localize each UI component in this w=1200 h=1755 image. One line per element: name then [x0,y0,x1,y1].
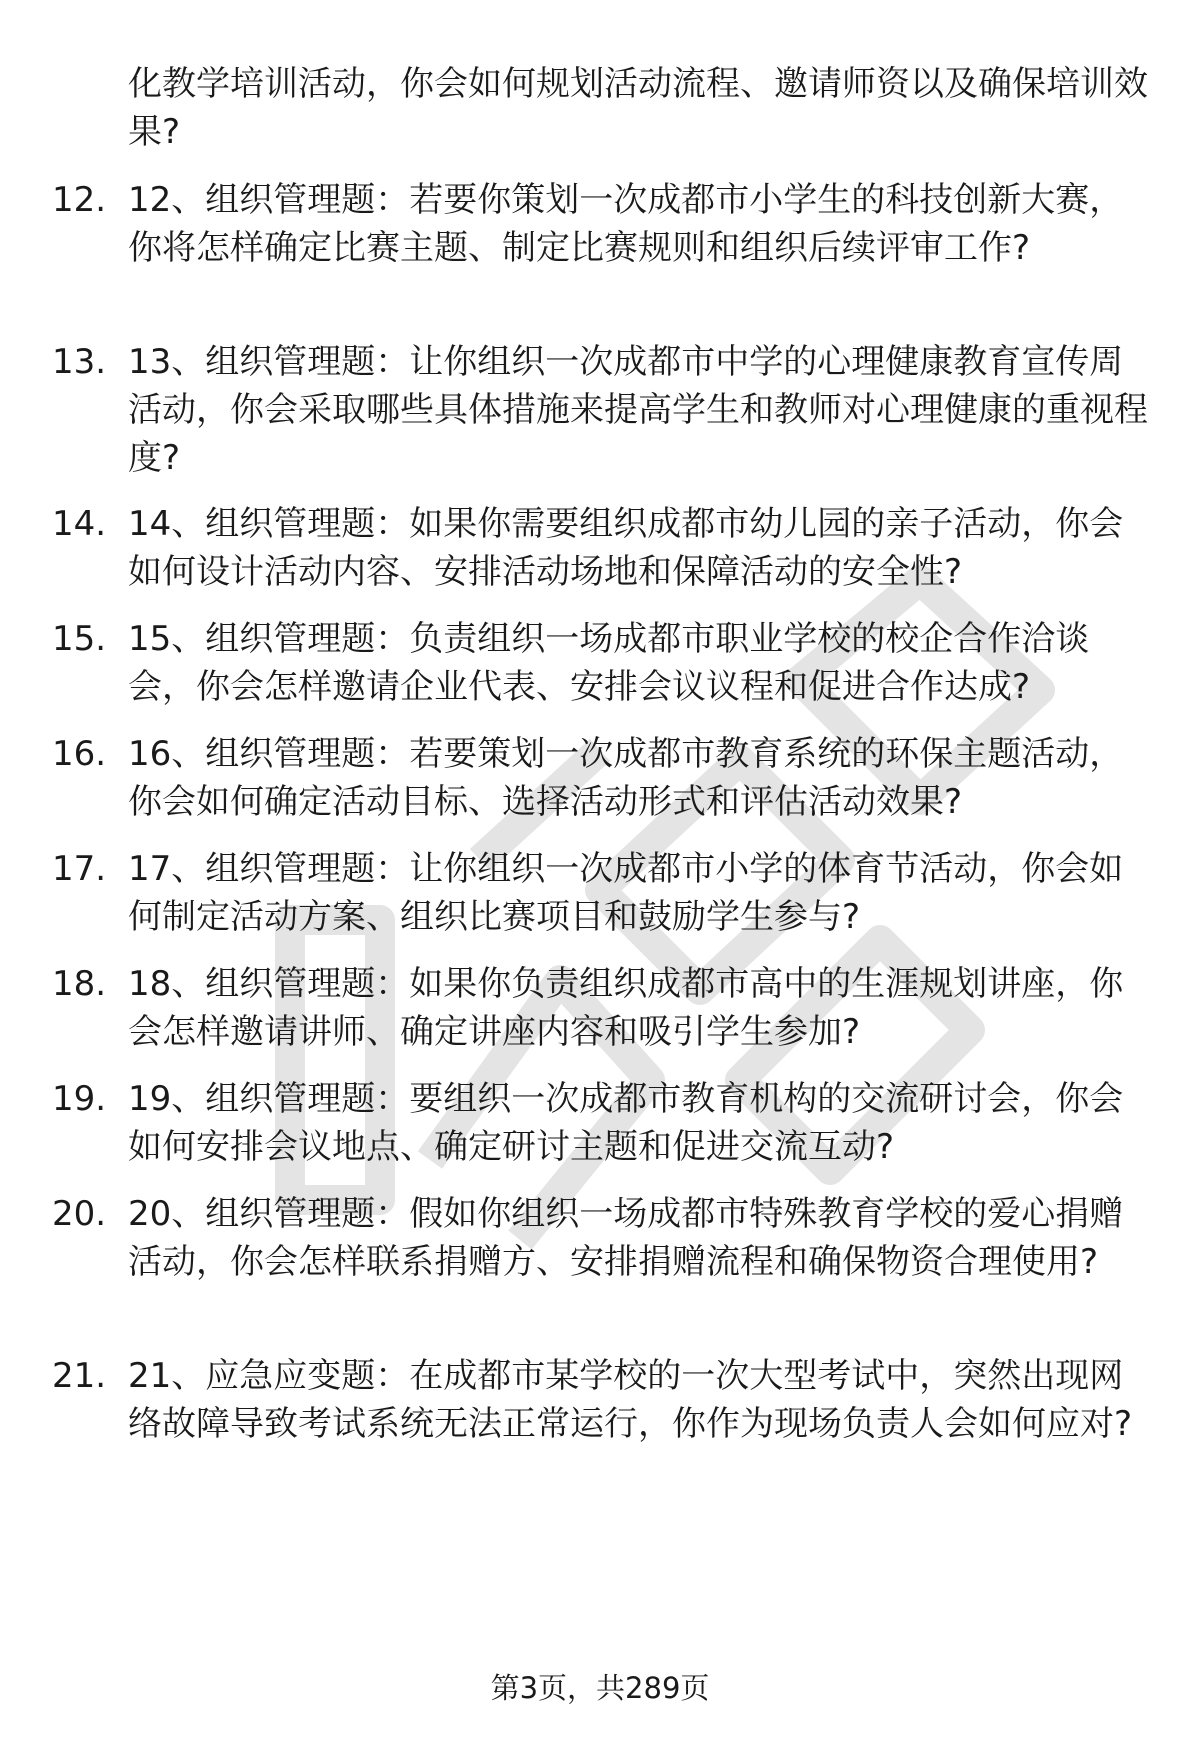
question-text: 12、组织管理题：若要你策划一次成都市小学生的科技创新大赛，你将怎样确定比赛主题、制定比赛规则和组织后续评审工作? [128,180,1124,268]
question-text: 19、组织管理题：要组织一次成都市教育机构的交流研讨会，你会如何安排会议地点、确定研讨主题和促进交流互动? [128,1079,1124,1167]
question-text: 17、组织管理题：让你组织一次成都市小学的体育节活动，你会如何制定活动方案、组织比赛项目和鼓励学生参与? [128,849,1124,937]
question-number: 19. [52,1079,107,1119]
question-number: 15. [52,619,107,659]
question-number: 20. [52,1194,107,1234]
question-number: 16. [52,734,107,774]
question-number: 14. [52,504,107,544]
question-number: 18. [52,964,107,1004]
question-text: 20、组织管理题：假如你组织一场成都市特殊教育学校的爱心捐赠活动，你会怎样联系捐赠方、安排捐赠流程和确保物资合理使用? [128,1194,1124,1282]
question-number: 17. [52,849,107,889]
question-text: 21、应急应变题：在成都市某学校的一次大型考试中，突然出现网络故障导致考试系统无法正常运行，你作为现场负责人会如何应对? [128,1356,1133,1444]
question-text: 15、组织管理题：负责组织一场成都市职业学校的校企合作洽谈会，你会怎样邀请企业代表、安排会议议程和促进合作达成? [128,619,1090,707]
question-number: 21. [52,1356,107,1396]
page-footer: 第3页，共289页 [490,1671,710,1705]
continuation-text: 化教学培训活动，你会如何规划活动流程、邀请师资以及确保培训效果? [128,64,1148,152]
question-text: 13、组织管理题：让你组织一次成都市中学的心理健康教育宣传周活动，你会采取哪些具体措施来提高学生和教师对心理健康的重视程度? [128,342,1148,478]
question-text: 14、组织管理题：如果你需要组织成都市幼儿园的亲子活动，你会如何设计活动内容、安排活动场地和保障活动的安全性? [128,504,1124,592]
question-number: 13. [52,342,107,382]
question-text: 18、组织管理题：如果你负责组织成都市高中的生涯规划讲座，你会怎样邀请讲师、确定讲座内容和吸引学生参加? [128,964,1124,1052]
question-number: 12. [52,180,107,220]
question-text: 16、组织管理题：若要策划一次成都市教育系统的环保主题活动，你会如何确定活动目标、选择活动形式和评估活动效果? [128,734,1124,822]
